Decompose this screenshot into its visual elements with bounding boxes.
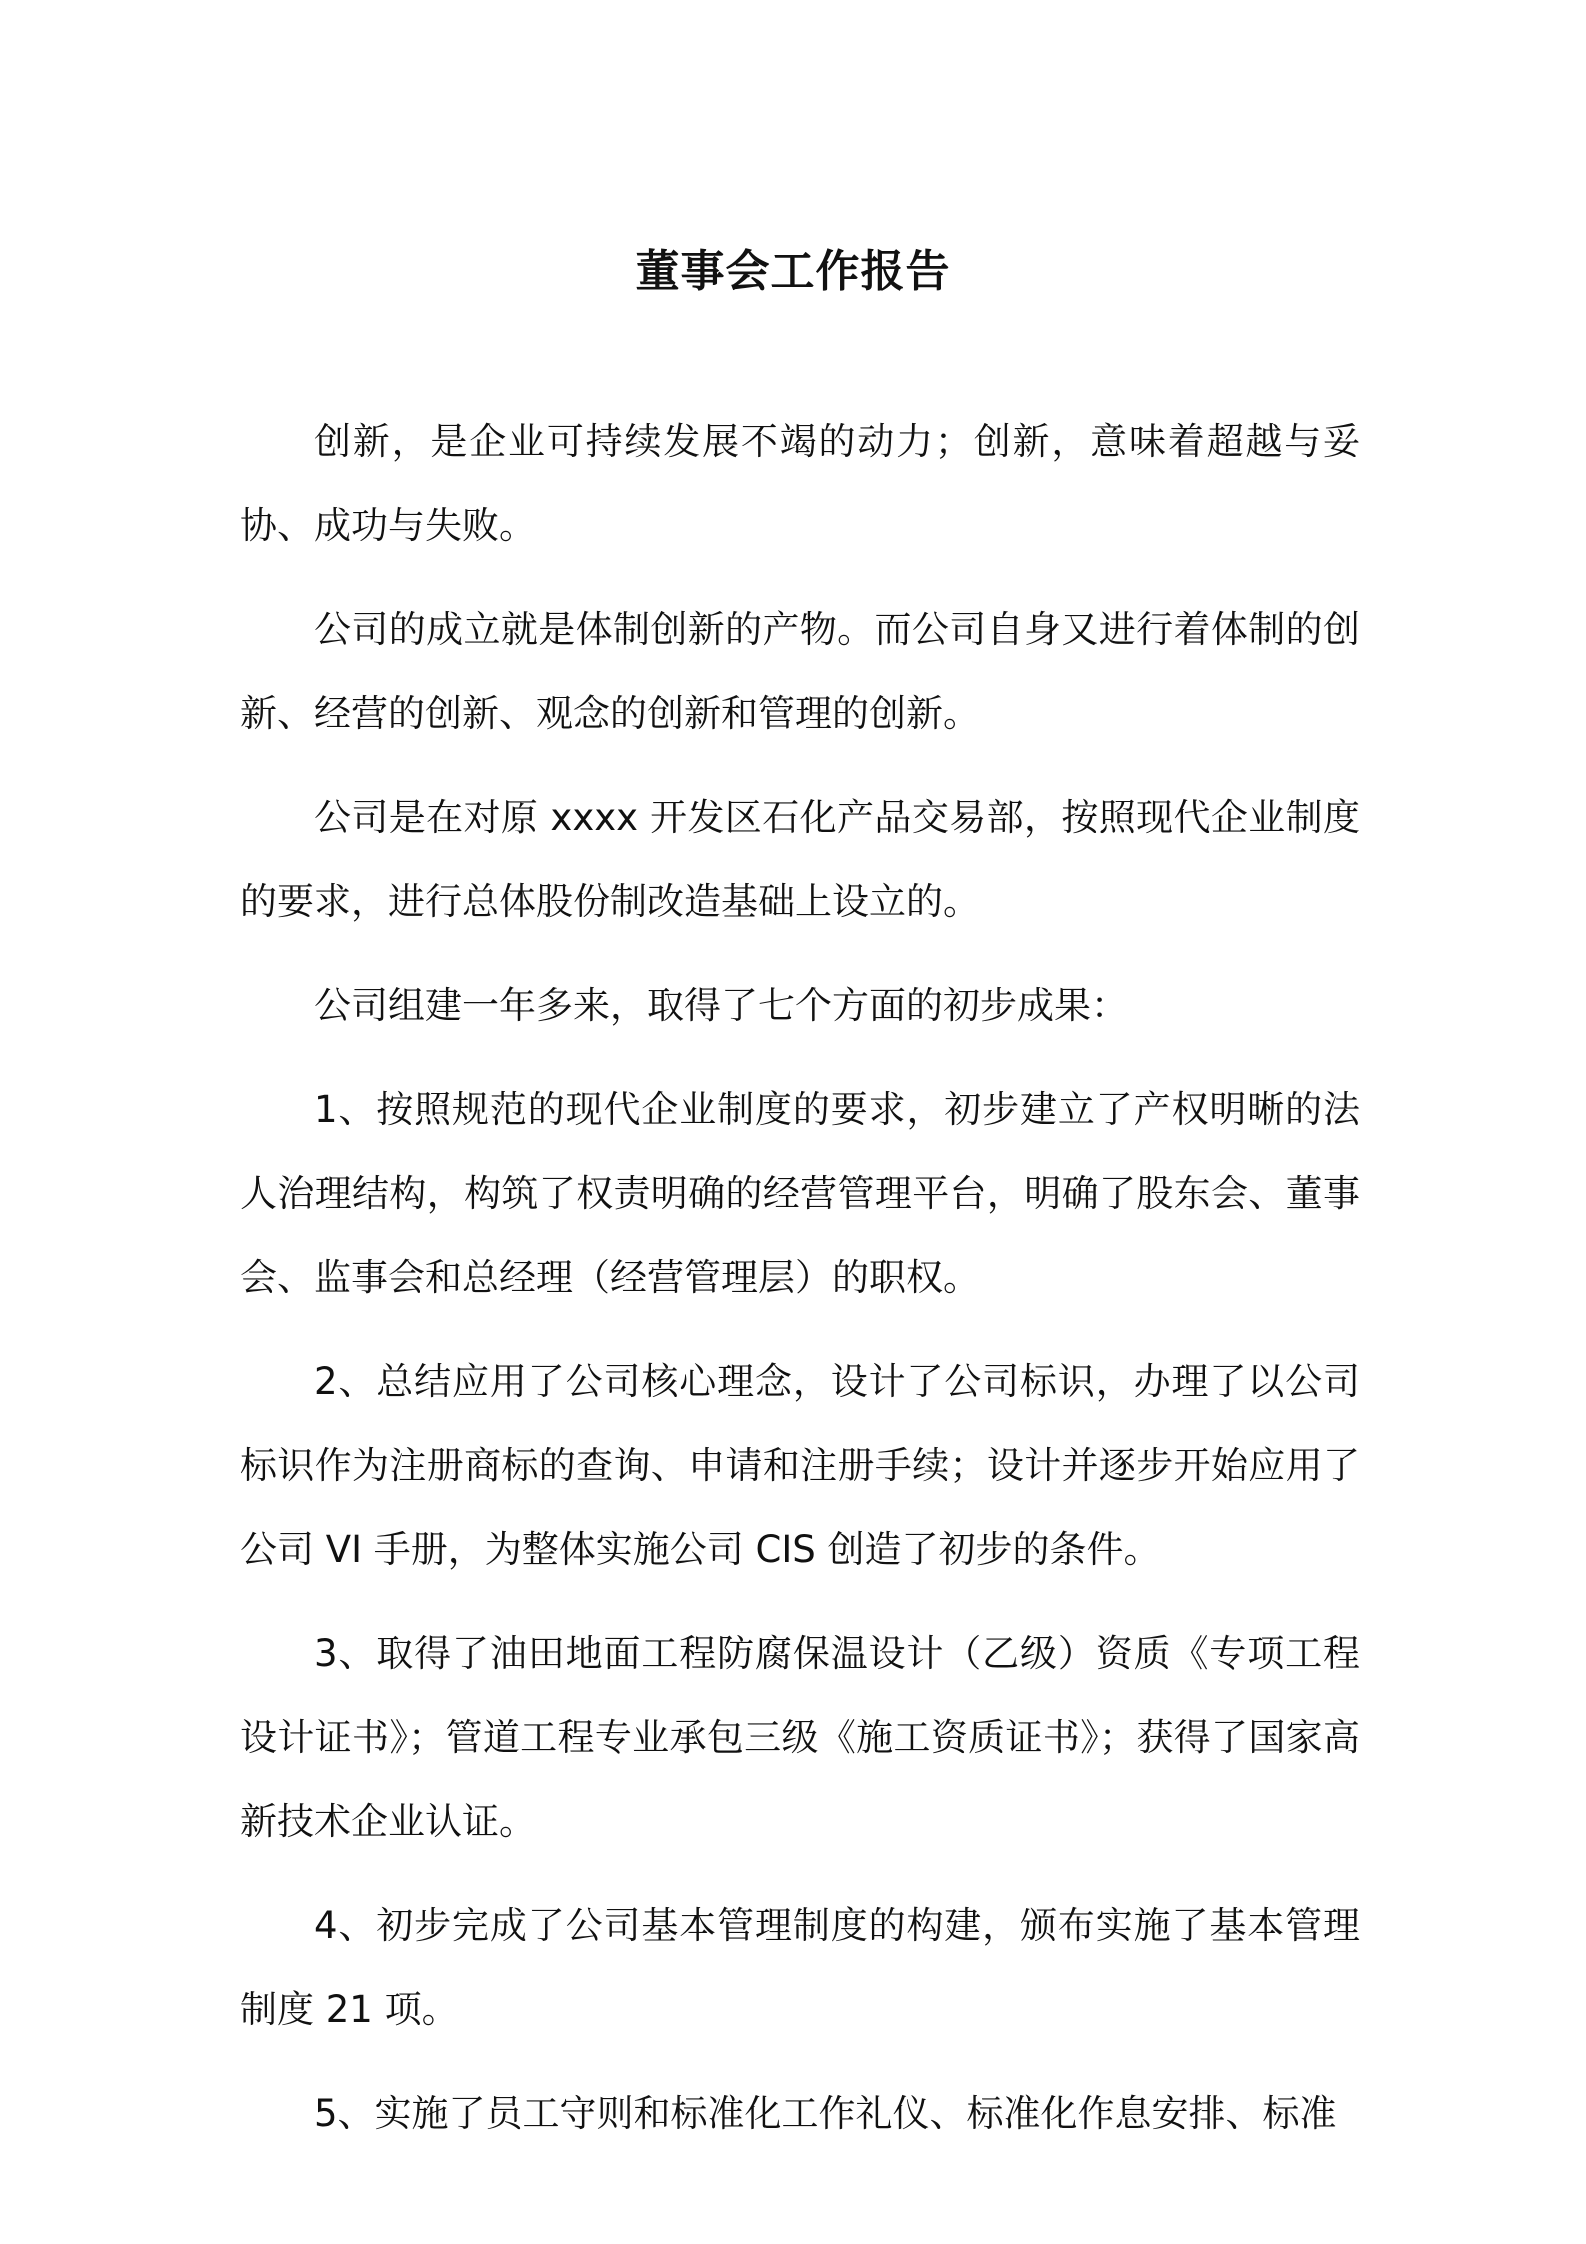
paragraph-1: 创新，是企业可持续发展不竭的动力；创新，意味着超越与妥协、成功与失败。 xyxy=(240,420,1360,547)
paragraph-7: 3、取得了油田地面工程防腐保温设计（乙级）资质《专项工程设计证书》；管道工程专业承包三级《施工资质证书》；获得了国家高新技术企业认证。 xyxy=(240,1632,1360,1843)
paragraph-2: 公司的成立就是体制创新的产物。而公司自身又进行着体制的创新、经营的创新、观念的创新和管理的创新。 xyxy=(240,608,1360,735)
paragraph-4: 公司组建一年多来，取得了七个方面的初步成果： xyxy=(314,984,1128,1027)
paragraph-5: 1、按照规范的现代企业制度的要求，初步建立了产权明晰的法人治理结构，构筑了权责明确的经营管理平台，明确了股东会、董事会、监事会和总经理（经营管理层）的职权。 xyxy=(240,1088,1360,1299)
document-body xyxy=(240,400,1360,2176)
document-title: 董事会工作报告 xyxy=(635,246,951,298)
paragraph-6: 2、总结应用了公司核心理念，设计了公司标识，办理了以公司标识作为注册商标的查询、申请和注册手续；设计并逐步开始应用了公司 VI 手册，为整体实施公司 CIS 创造了初步的条件。 xyxy=(240,1360,1360,1571)
paragraph-8: 4、初步完成了公司基本管理制度的构建，颁布实施了基本管理制度 21 项。 xyxy=(240,1904,1360,2031)
paragraph-9: 5、实施了员工守则和标准化工作礼仪、标准化作息安排、标准 xyxy=(314,2092,1337,2135)
paragraph-3: 公司是在对原 xxxx 开发区石化产品交易部，按照现代企业制度的要求，进行总体股份制改造基础上设立的。 xyxy=(240,796,1360,923)
